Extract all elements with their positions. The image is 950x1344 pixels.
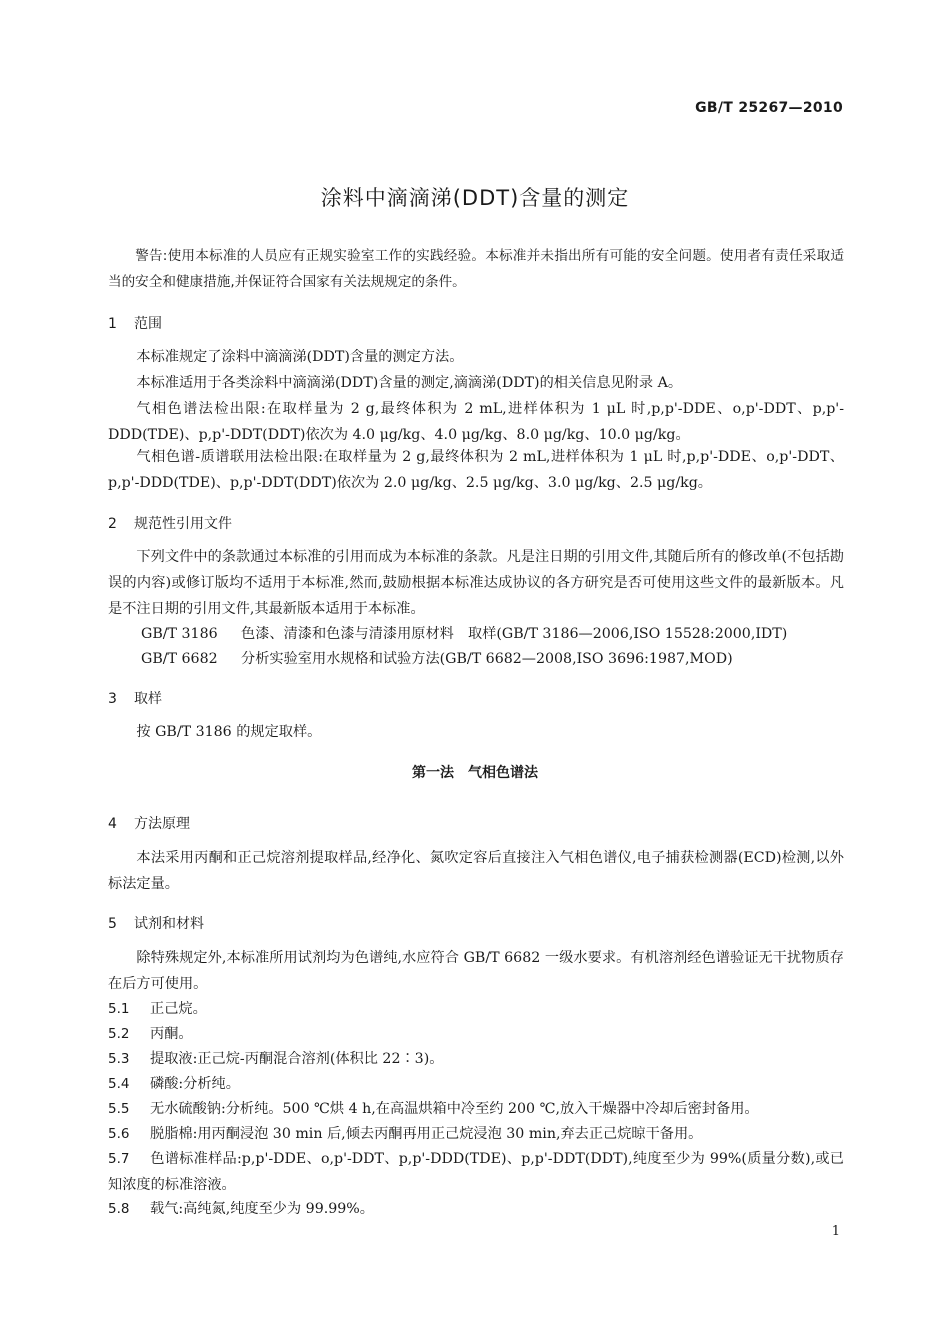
list-item (108, 1121, 702, 1147)
item-text: 无水硫酸钠:分析纯。500 ℃烘 4 h,在高温烘箱中冷至约 200 ℃,放入干燥器中冷却后密封备用。 (150, 1101, 759, 1117)
item-text: 正己烷。 (150, 1001, 207, 1017)
section-5-heading (108, 913, 204, 933)
item-number: 5.8 (108, 1201, 130, 1217)
section-title: 规范性引用文件 (134, 516, 232, 532)
list-item (108, 1096, 844, 1122)
section-title: 范围 (134, 316, 162, 332)
reference-code: GB/T 6682 (141, 651, 218, 667)
reference-code: GB/T 3186 (141, 626, 218, 642)
standard-number: GB/T 25267—2010 (695, 100, 843, 116)
item-text: 色谱标准样品:p,p'-DDE、o,p'-DDT、p,p'-DDD(TDE)、p,p'-DDT(DDT),纯度至少为 99%(质量分数),或已知浓度的标准溶液。 (108, 1151, 844, 1193)
item-number: 5.1 (108, 1001, 130, 1017)
warning-paragraph: 警告:使用本标准的人员应有正规实验室工作的实践经验。本标准并未指出所有可能的安全问题。使用者有责任采取适当的安全和健康措施,并保证符合国家有关法规规定的条件。 (108, 248, 844, 290)
section-2-heading (108, 513, 232, 533)
list-item (108, 1196, 374, 1222)
item-text: 提取液:正己烷-丙酮混合溶剂(体积比 22∶3)。 (150, 1051, 444, 1067)
section-number: 3 (108, 691, 117, 707)
item-text: 丙酮。 (150, 1026, 193, 1042)
list-item (108, 1071, 240, 1097)
list-item (108, 1021, 193, 1047)
section-number: 2 (108, 516, 117, 532)
section-title: 方法原理 (134, 816, 190, 832)
section-title: 取样 (134, 691, 162, 707)
s1-paragraph-3: 气相色谱法检出限:在取样量为 2 g,最终体积为 2 mL,进样体积为 1 μL 时,p,p'-DDE、o,p'-DDT、p,p'-DDD(TDE)、p,p'-DDT(DDT)依次为 4.0 μg/kg、4.0 μg/kg、8.0 μg/kg、10.0 μg/kg。 (108, 401, 844, 443)
s3-paragraph-1: 按 GB/T 3186 的规定取样。 (136, 724, 322, 740)
reference-item (141, 646, 733, 672)
item-text: 载气:高纯氮,纯度至少为 99.99%。 (150, 1201, 374, 1217)
method-title: 第一法 气相色谱法 (412, 765, 538, 781)
s5-paragraph-1: 除特殊规定外,本标准所用试剂均为色谱纯,水应符合 GB/T 6682 一级水要求。有机溶剂经色谱验证无干扰物质存在后方可使用。 (108, 950, 844, 992)
document-title: 涂料中滴滴涕(DDT)含量的测定 (320, 186, 630, 210)
item-number: 5.3 (108, 1051, 130, 1067)
list-item (108, 1146, 844, 1198)
s1-paragraph-2: 本标准适用于各类涂料中滴滴涕(DDT)含量的测定,滴滴涕(DDT)的相关信息见附录 A。 (136, 375, 683, 391)
item-text: 脱脂棉:用丙酮浸泡 30 min 后,倾去丙酮再用正己烷浸泡 30 min,弃去正己烷晾干备用。 (150, 1126, 703, 1142)
section-number: 5 (108, 916, 117, 932)
s1-paragraph-1: 本标准规定了涂料中滴滴涕(DDT)含量的测定方法。 (136, 349, 464, 365)
item-text: 磷酸:分析纯。 (150, 1076, 240, 1092)
section-4-heading (108, 813, 190, 833)
section-number: 1 (108, 316, 117, 332)
page-number: 1 (831, 1224, 840, 1239)
item-number: 5.7 (108, 1151, 130, 1167)
item-number: 5.2 (108, 1026, 130, 1042)
section-title: 试剂和材料 (134, 916, 204, 932)
s4-paragraph-1: 本法采用丙酮和正己烷溶剂提取样品,经净化、氮吹定容后直接注入气相色谱仪,电子捕获检测器(ECD)检测,以外标法定量。 (108, 850, 844, 892)
list-item (108, 1046, 443, 1072)
item-number: 5.4 (108, 1076, 130, 1092)
item-number: 5.5 (108, 1101, 130, 1117)
s2-paragraph-1: 下列文件中的条款通过本标准的引用而成为本标准的条款。凡是注日期的引用文件,其随后所有的修改单(不包括勘误的内容)或修订版均不适用于本标准,然而,鼓励根据本标准达成协议的各方研究是否可使用这些文件的最新版本。凡是不注日期的引用文件,其最新版本适用于本标准。 (108, 549, 844, 617)
list-item (108, 996, 207, 1022)
reference-item (141, 621, 787, 647)
section-3-heading (108, 688, 162, 708)
reference-text: 色漆、清漆和色漆与清漆用原材料 取样(GB/T 3186—2006,ISO 15528:2000,IDT) (241, 626, 788, 642)
item-number: 5.6 (108, 1126, 130, 1142)
reference-text: 分析实验室用水规格和试验方法(GB/T 6682—2008,ISO 3696:1987,MOD) (241, 651, 733, 667)
s1-paragraph-4: 气相色谱-质谱联用法检出限:在取样量为 2 g,最终体积为 2 mL,进样体积为 1 μL 时,p,p'-DDE、o,p'-DDT、p,p'-DDD(TDE)、p,p'-DDT(DDT)依次为 2.0 μg/kg、2.5 μg/kg、3.0 μg/kg、2.5 μg/kg。 (108, 449, 844, 491)
section-1-heading (108, 313, 162, 333)
section-number: 4 (108, 816, 117, 832)
